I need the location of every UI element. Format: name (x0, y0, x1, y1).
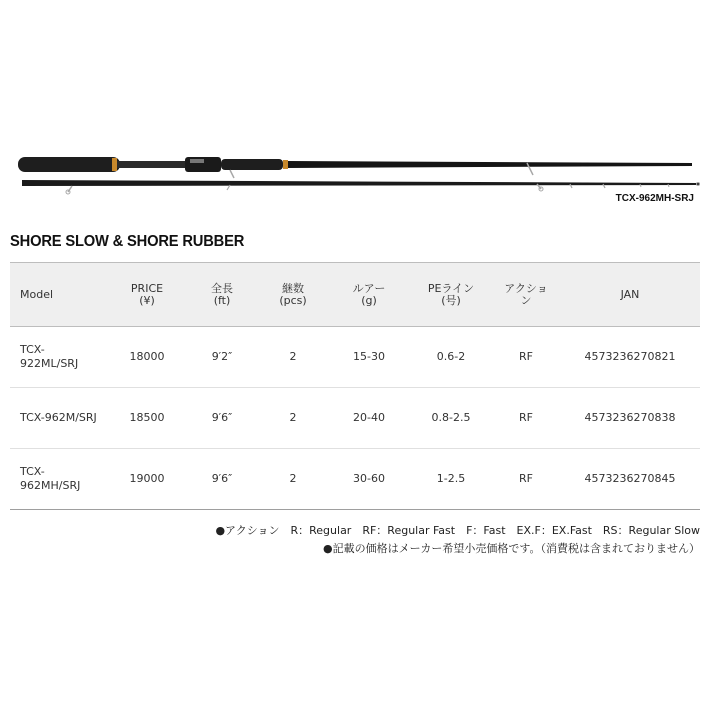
cell-length: 9′6″ (186, 449, 258, 510)
table-row (10, 327, 700, 388)
header-pe-line: PEライン (号) (410, 263, 492, 327)
cell-pieces: 2 (258, 327, 328, 388)
header-action: アクショ ン (492, 263, 560, 327)
header-pieces: 継数 (pcs) (258, 263, 328, 327)
table-row (10, 388, 700, 449)
cell-jan: 4573236270838 (560, 388, 700, 449)
header-model: Model (10, 263, 108, 327)
header-price: PRICE (¥) (108, 263, 186, 327)
price-note: ●記載の価格はメーカー希望小売価格です。（消費税は含まれておりません） (323, 542, 700, 555)
cell-price: 18000 (108, 327, 186, 388)
header-length: 全長 (ft) (186, 263, 258, 327)
cell-pe-line: 0.8-2.5 (410, 388, 492, 449)
section-title: SHORE SLOW & SHORE RUBBER (10, 233, 245, 250)
cell-price: 19000 (108, 449, 186, 510)
fishing-rod-illustration (0, 140, 710, 210)
action-legend: ●アクション R：Regular RF：Regular Fast F：Fast EX.F：EX.Fast RS：Regular Slow (215, 524, 700, 537)
rod-product-image (0, 140, 710, 210)
header-jan: JAN (560, 263, 700, 327)
spec-table (10, 262, 700, 510)
rod-model-caption: TCX-962MH-SRJ (615, 193, 694, 204)
cell-length: 9′6″ (186, 388, 258, 449)
cell-action: RF (492, 449, 560, 510)
cell-jan: 4573236270821 (560, 327, 700, 388)
cell-lure-weight: 30-60 (328, 449, 410, 510)
cell-pieces: 2 (258, 388, 328, 449)
cell-pieces: 2 (258, 449, 328, 510)
cell-action: RF (492, 327, 560, 388)
cell-pe-line: 0.6-2 (410, 327, 492, 388)
cell-action: RF (492, 388, 560, 449)
table-header-row (10, 263, 700, 327)
rod-butt-section (18, 157, 692, 178)
cell-model: TCX- 922ML/SRJ (10, 327, 108, 388)
cell-model: TCX-962M/SRJ (10, 388, 108, 449)
cell-lure-weight: 15-30 (328, 327, 410, 388)
cell-length: 9′2″ (186, 327, 258, 388)
table-row (10, 449, 700, 510)
cell-lure-weight: 20-40 (328, 388, 410, 449)
cell-pe-line: 1-2.5 (410, 449, 492, 510)
notes (215, 522, 700, 558)
cell-jan: 4573236270845 (560, 449, 700, 510)
cell-price: 18500 (108, 388, 186, 449)
header-lure-weight: ルアー (g) (328, 263, 410, 327)
cell-model: TCX- 962MH/SRJ (10, 449, 108, 510)
